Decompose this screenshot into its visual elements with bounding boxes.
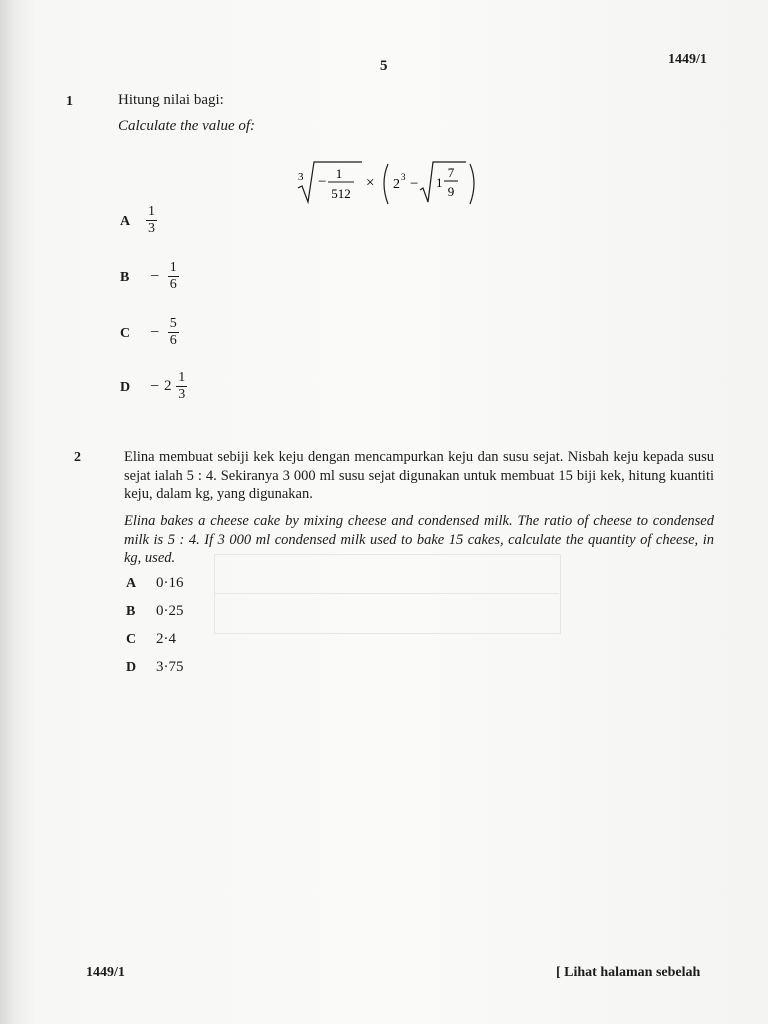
- q2-option-b-letter: B: [126, 604, 136, 619]
- paper-code-footer: 1449/1: [86, 965, 125, 980]
- minus-sign: −: [410, 176, 419, 192]
- times-sign: ×: [366, 175, 375, 191]
- q1-option-b-sign: −: [150, 267, 160, 285]
- q1-option-d-whole: 2: [164, 378, 172, 394]
- q1-option-d-letter: D: [120, 380, 131, 395]
- q1-option-c-numerator: 5: [169, 316, 177, 331]
- q1-option-a-fraction: [146, 204, 157, 237]
- q2-option-a-value: 0·16: [156, 575, 184, 591]
- page-number: 5: [380, 58, 388, 74]
- inner-numerator: 1: [335, 166, 343, 181]
- mixed-numerator: 7: [447, 165, 455, 180]
- q1-option-a-value: [146, 204, 157, 237]
- q2-option-a-letter: A: [126, 576, 137, 591]
- right-paren: [470, 164, 474, 204]
- question-2-text-en: Elina bakes a cheese cake by mixing cheese and condensed milk. The ratio of cheese to condensed milk is 5 : 4. If 3 000 ml condensed milk used to bake 15 cakes, calculate the quantity of cheese, in kg, used.: [124, 513, 714, 566]
- q1-option-c-value: [150, 316, 179, 349]
- question-1-number: 1: [66, 94, 73, 109]
- q1-option-c-denominator: 6: [169, 333, 177, 348]
- q2-option-b-value: 0·25: [156, 603, 184, 619]
- power-exponent: 3: [401, 172, 406, 182]
- paper-code-header: 1449/1: [668, 52, 707, 67]
- square-root-sign: [420, 162, 466, 202]
- q1-option-d-denominator: 3: [178, 387, 186, 402]
- q2-option-c-value: 2·4: [156, 631, 176, 647]
- q1-option-d-sign: −: [150, 377, 160, 395]
- root-index: 3: [298, 171, 304, 183]
- q1-option-c-fraction: [168, 316, 179, 349]
- next-page-note: [ Lihat halaman sebelah: [556, 965, 701, 980]
- inner-sign: −: [318, 174, 327, 190]
- q1-option-d-numerator: 1: [178, 370, 186, 385]
- q1-option-b-numerator: 1: [169, 260, 177, 275]
- left-paren: [384, 164, 388, 204]
- q2-option-d-value: 3·75: [156, 659, 184, 675]
- q2-option-d-letter: D: [126, 660, 137, 675]
- question-1-expression: [296, 156, 486, 216]
- mixed-whole: 1: [436, 175, 443, 190]
- question-2-text-ms: Elina membuat sebiji kek keju dengan mencampurkan keju dan susu sejat. Nisbah keju kepada susu sejat ialah 5 : 4. Sekiranya 3 000 ml susu sejat digunakan untuk membuat 15 biji kek, hitung kuantiti keju, dalam kg, yang digunakan.: [124, 449, 714, 502]
- inner-denominator: 512: [331, 186, 351, 201]
- q1-option-d-fraction: [176, 370, 187, 403]
- q1-option-a-letter: A: [120, 214, 131, 229]
- q1-option-b-fraction: [168, 260, 179, 293]
- question-1-prompt-ms: Hitung nilai bagi:: [118, 92, 224, 108]
- q2-option-c-letter: C: [126, 632, 137, 647]
- q1-option-a-denominator: 3: [148, 221, 155, 236]
- q1-option-c-letter: C: [120, 326, 131, 341]
- q1-option-b-letter: B: [120, 270, 130, 285]
- q1-option-a-numerator: 1: [148, 204, 155, 219]
- cube-root-expression: [296, 156, 486, 216]
- power-base: 2: [393, 177, 400, 192]
- question-2-number: 2: [74, 450, 81, 465]
- mixed-denominator: 9: [447, 184, 455, 199]
- question-1-prompt-en: Calculate the value of:: [118, 118, 256, 134]
- q1-option-b-denominator: 6: [169, 277, 177, 292]
- q1-option-d-value: [150, 370, 187, 403]
- q1-option-c-sign: −: [150, 323, 160, 341]
- show-through-line: [214, 593, 559, 594]
- q1-option-b-value: [150, 260, 179, 293]
